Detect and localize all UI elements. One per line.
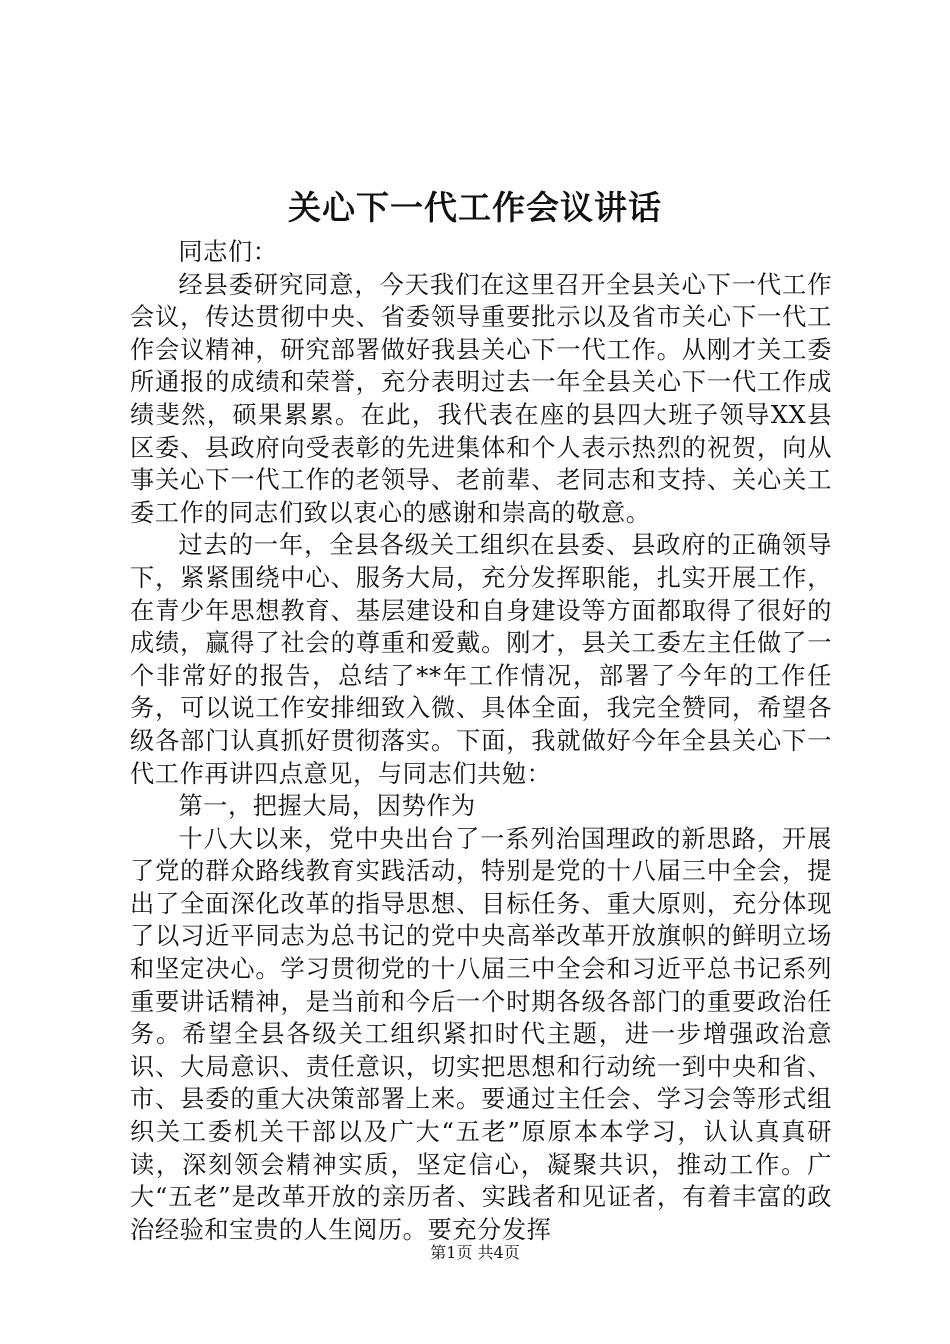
section-heading: 第一，把握大局，因势作为 [178, 792, 476, 821]
document-title: 关心下一代工作会议讲话 [288, 188, 662, 227]
body-paragraph: 经县委研究同意，今天我们在这里召开全县关心下一代工作会议，传达贯彻中央、省委领导重要批示以及省市关心下一代工作会议精神，研究部署做好我县关心下一代工作。从刚才关工委所通报的成绩和荣誉，充分表明过去一年全县关心下一代工作成绩斐然，硕果累累。在此，我代表在座的县四大班子领导XX县区委、县政府向受表彰的先进集体和个人表示热烈的祝贺，向从事关心下一代工作的老领导、老前辈、老同志和支持、关心关工委工作的同志们致以衷心的感谢和崇高的敬意。 [130, 270, 832, 527]
page-number-footer: 第1页 共4页 [430, 1243, 520, 1262]
document-body [130, 236, 832, 1246]
body-paragraph: 过去的一年，全县各级关工组织在县委、县政府的正确领导下，紧紧围绕中心、服务大局，充分发挥职能，扎实开展工作，在青少年思想教育、基层建设和自身建设等方面都取得了很好的成绩，赢得了社会的尊重和爱戴。刚才，县关工委左主任做了一个非常好的报告，总结了**年工作情况，部署了今年的工作任务，可以说工作安排细致入微、具体全面，我完全赞同，希望各级各部门认真抓好贯彻落实。下面，我就做好今年全县关心下一代工作再讲四点意见，与同志们共勉： [130, 531, 832, 788]
salutation-paragraph: 同志们： [178, 238, 278, 266]
body-paragraph: 十八大以来，党中央出台了一系列治国理政的新思路，开展了党的群众路线教育实践活动，特别是党的十八届三中全会，提出了全面深化改革的指导思想、目标任务、重大原则，充分体现了以习近平同志为总书记的党中央高举改革开放旗帜的鲜明立场和坚定决心。学习贯彻党的十八届三中全会和习近平总书记系列重要讲话精神，是当前和今后一个时期各级各部门的重要政治任务。希望全县各级关工组织紧扣时代主题，进一步增强政治意识、大局意识、责任意识，切实把思想和行动统一到中央和省、市、县委的重大决策部署上来。要通过主任会、学习会等形式组织关工委机关干部以及广大“五老”原原本本学习，认认真真研读，深刻领会精神实质，坚定信心，凝聚共识，推动工作。广大“五老”是改革开放的亲历者、实践者和见证者，有着丰富的政治经验和宝贵的人生阅历。要充分发挥 [130, 824, 832, 1244]
